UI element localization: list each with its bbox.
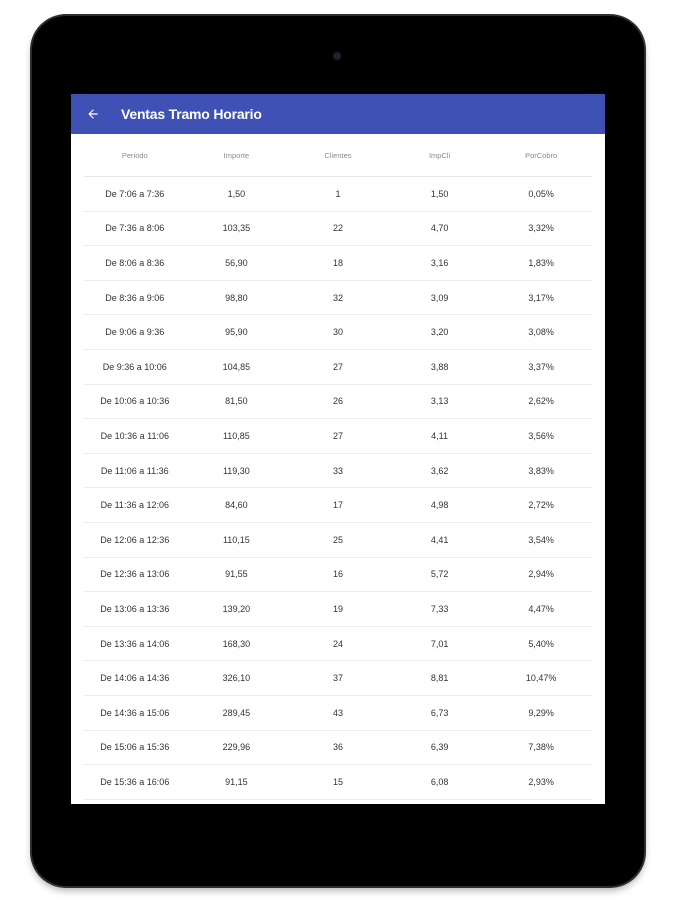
cell-porcobro: 9,29% — [528, 707, 554, 718]
cell-impcli: 7,33 — [430, 603, 449, 614]
cell-impcli: 3,88 — [430, 361, 449, 372]
cell-porcobro: 3,32% — [528, 223, 554, 234]
cell-importe: 229,96 — [222, 742, 251, 753]
cell-clientes: 32 — [332, 292, 343, 303]
cell-importe: 91,55 — [225, 569, 248, 580]
cell-clientes: 27 — [332, 361, 343, 372]
table-row[interactable] — [84, 281, 592, 316]
cell-impcli: 5,72 — [430, 569, 449, 580]
table-row[interactable] — [84, 315, 592, 350]
cell-periodo: De 13:06 a 13:36 — [100, 603, 170, 614]
table-row[interactable] — [84, 246, 592, 281]
cell-porcobro: 4,47% — [528, 603, 554, 614]
tablet-frame — [32, 16, 644, 886]
cell-periodo: De 10:06 a 10:36 — [100, 396, 170, 407]
table-row[interactable] — [84, 385, 592, 420]
cell-periodo: De 9:36 a 10:06 — [102, 361, 167, 372]
cell-impcli: 3,13 — [430, 396, 449, 407]
cell-clientes: 19 — [332, 603, 343, 614]
cell-importe: 326,10 — [222, 673, 251, 684]
cell-impcli: 6,39 — [430, 742, 449, 753]
table-row[interactable] — [84, 661, 592, 696]
cell-importe: 91,15 — [225, 776, 248, 787]
cell-impcli: 7,01 — [430, 638, 449, 649]
cell-importe: 119,30 — [222, 465, 250, 476]
cell-importe: 103,35 — [222, 223, 251, 234]
cell-periodo: De 7:06 a 7:36 — [105, 188, 165, 199]
cell-periodo: De 12:06 a 12:36 — [100, 534, 170, 545]
header-porcobro[interactable]: PorCobro — [525, 150, 558, 160]
table-row[interactable] — [84, 696, 592, 731]
cell-importe: 81,50 — [225, 396, 248, 407]
cell-porcobro: 0,05% — [528, 188, 554, 199]
cell-clientes: 43 — [332, 707, 343, 718]
table-row[interactable] — [84, 731, 592, 766]
table-header — [84, 134, 592, 177]
cell-impcli: 3,62 — [430, 465, 449, 476]
table-row[interactable] — [84, 523, 592, 558]
cell-porcobro: 3,37% — [528, 361, 554, 372]
cell-porcobro: 5,40% — [528, 638, 554, 649]
table-body — [84, 177, 592, 800]
cell-impcli: 6,08 — [430, 776, 449, 787]
sales-table — [84, 134, 592, 800]
table-row[interactable] — [84, 558, 592, 593]
cell-periodo: De 10:36 a 11:06 — [100, 430, 169, 441]
cell-porcobro: 3,08% — [528, 327, 554, 338]
arrow-left-icon — [86, 107, 100, 121]
cell-clientes: 22 — [332, 223, 343, 234]
table-row[interactable] — [84, 592, 592, 627]
app-screen — [71, 94, 605, 804]
cell-clientes: 18 — [332, 257, 343, 268]
cell-clientes: 30 — [332, 327, 343, 338]
cell-periodo: De 7:36 a 8:06 — [105, 223, 165, 234]
cell-impcli: 4,70 — [430, 223, 449, 234]
table-row[interactable] — [84, 627, 592, 662]
header-importe[interactable]: Importe — [223, 150, 250, 160]
cell-importe: 95,90 — [225, 327, 248, 338]
cell-impcli: 3,09 — [430, 292, 449, 303]
cell-clientes: 24 — [332, 638, 343, 649]
cell-porcobro: 3,83% — [528, 465, 554, 476]
cell-periodo: De 8:36 a 9:06 — [105, 292, 165, 303]
cell-periodo: De 12:36 a 13:06 — [100, 569, 170, 580]
cell-clientes: 15 — [332, 776, 343, 787]
cell-porcobro: 2,93% — [528, 776, 554, 787]
cell-clientes: 17 — [332, 500, 343, 511]
cell-porcobro: 3,54% — [528, 534, 554, 545]
cell-clientes: 27 — [332, 430, 343, 441]
cell-periodo: De 8:06 a 8:36 — [105, 257, 165, 268]
cell-importe: 84,60 — [225, 500, 248, 511]
back-button[interactable] — [77, 98, 109, 130]
cell-clientes: 26 — [332, 396, 343, 407]
table-row[interactable] — [84, 419, 592, 454]
cell-importe: 168,30 — [222, 638, 251, 649]
cell-impcli: 3,16 — [430, 257, 449, 268]
cell-importe: 98,80 — [225, 292, 248, 303]
cell-periodo: De 15:36 a 16:06 — [100, 776, 170, 787]
cell-impcli: 4,41 — [430, 534, 449, 545]
table-row[interactable] — [84, 454, 592, 489]
cell-impcli: 4,98 — [430, 500, 449, 511]
cell-clientes: 33 — [332, 465, 343, 476]
cell-clientes: 16 — [332, 569, 343, 580]
cell-periodo: De 15:06 a 15:36 — [100, 742, 170, 753]
cell-clientes: 25 — [332, 534, 343, 545]
cell-impcli: 3,20 — [430, 327, 449, 338]
cell-periodo: De 11:36 a 12:06 — [100, 500, 169, 511]
cell-periodo: De 14:06 a 14:36 — [100, 673, 170, 684]
cell-impcli: 8,81 — [430, 673, 449, 684]
cell-clientes: 37 — [332, 673, 343, 684]
cell-impcli: 1,50 — [430, 188, 449, 199]
cell-porcobro: 2,94% — [528, 569, 554, 580]
cell-porcobro: 2,72% — [528, 500, 554, 511]
cell-importe: 289,45 — [222, 707, 251, 718]
table-row[interactable] — [84, 765, 592, 800]
table-row[interactable] — [84, 212, 592, 247]
table-row[interactable] — [84, 177, 592, 212]
cell-periodo: De 11:06 a 11:36 — [100, 465, 169, 476]
header-clientes[interactable]: Clientes — [324, 150, 352, 160]
app-bar — [71, 94, 605, 134]
cell-importe: 139,20 — [222, 603, 251, 614]
cell-porcobro: 2,62% — [528, 396, 554, 407]
page-title: Ventas Tramo Horario — [121, 106, 262, 122]
cell-impcli: 6,73 — [430, 707, 449, 718]
table-row[interactable] — [84, 488, 592, 523]
cell-importe: 56,90 — [225, 257, 248, 268]
cell-porcobro: 10,47% — [525, 673, 557, 684]
camera-icon — [333, 52, 341, 60]
table-row[interactable] — [84, 350, 592, 385]
cell-porcobro: 7,38% — [528, 742, 554, 753]
header-impcli[interactable]: ImpCli — [428, 150, 451, 160]
cell-porcobro: 1,83% — [528, 257, 554, 268]
cell-impcli: 4,11 — [431, 430, 448, 441]
cell-periodo: De 13:36 a 14:06 — [100, 638, 170, 649]
cell-importe: 1,50 — [227, 188, 246, 199]
cell-clientes: 1 — [335, 188, 341, 199]
cell-clientes: 36 — [332, 742, 343, 753]
header-periodo[interactable]: Periodo — [121, 150, 148, 160]
cell-importe: 110,15 — [222, 534, 250, 545]
cell-periodo: De 9:06 a 9:36 — [105, 327, 165, 338]
cell-porcobro: 3,17% — [528, 292, 554, 303]
cell-importe: 104,85 — [222, 361, 251, 372]
cell-periodo: De 14:36 a 15:06 — [100, 707, 170, 718]
cell-importe: 110,85 — [222, 430, 250, 441]
cell-porcobro: 3,56% — [528, 430, 554, 441]
